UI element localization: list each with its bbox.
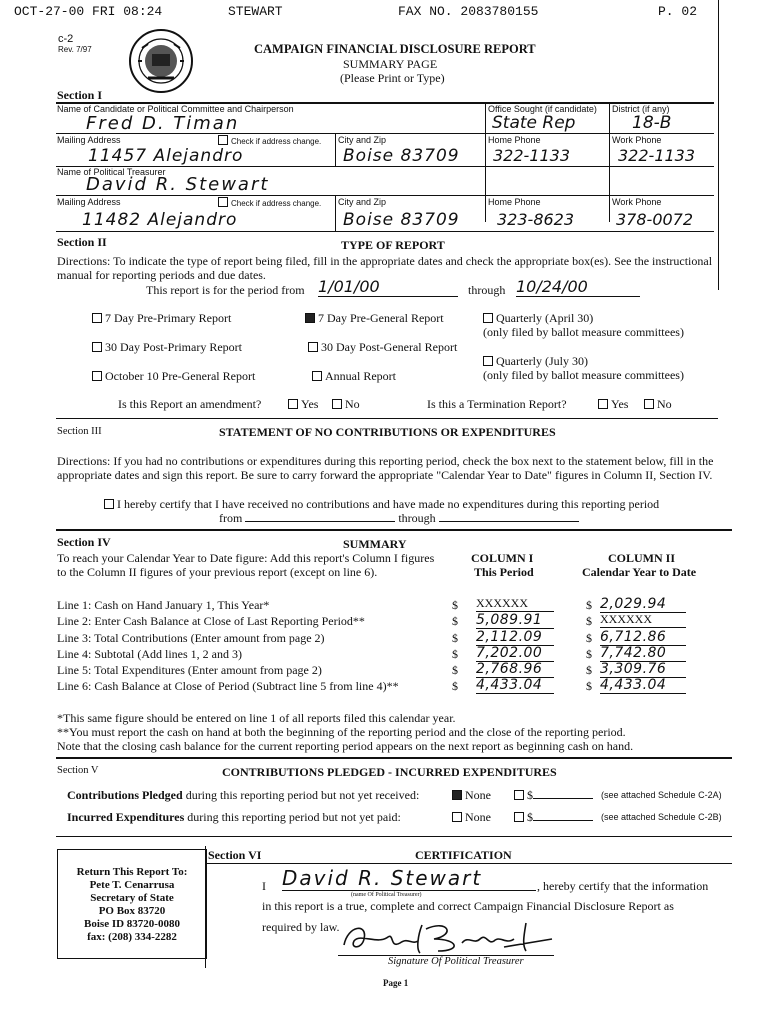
- ballot-note-2: (only filed by ballot measure committees): [483, 368, 684, 382]
- checkbox[interactable]: [483, 356, 493, 366]
- period-text: This report is for the period from: [146, 283, 305, 297]
- col1-dollar: $: [452, 679, 458, 693]
- checkbox[interactable]: [92, 342, 102, 352]
- option-quarterly-july[interactable]: Quarterly (July 30): [483, 354, 588, 369]
- col2-dollar: $: [586, 614, 592, 628]
- col2-dollar: $: [586, 631, 592, 645]
- summary-line-label: Line 5: Total Expenditures (Enter amount from page 2): [57, 663, 322, 677]
- return-line-2: Pete T. Cenarrusa: [89, 879, 175, 891]
- summary-line-label: Line 6: Cash Balance at Close of Period (Subtract line 5 from line 4)**: [57, 679, 399, 693]
- checkbox[interactable]: [514, 790, 524, 800]
- section1-heading: Section I: [57, 88, 102, 102]
- t-work-phone[interactable]: 378-0072: [616, 210, 694, 229]
- checkbox[interactable]: [312, 371, 322, 381]
- incurred-ref: (see attached Schedule C-2B): [601, 812, 722, 822]
- checkbox[interactable]: [598, 399, 608, 409]
- cert-text-1: , hereby certify that the information: [537, 879, 709, 893]
- form-revision: Rev. 7/97: [58, 45, 92, 54]
- amendment-yes[interactable]: Yes: [288, 397, 318, 412]
- col1-value[interactable]: 7,202.00: [476, 645, 554, 662]
- treasurer-label: Name of Political Treasurer: [57, 167, 166, 177]
- fax-sender: STEWART: [228, 4, 283, 19]
- option-7day-pre-general[interactable]: 7 Day Pre-General Report: [305, 311, 444, 326]
- office-sought[interactable]: State Rep: [492, 113, 576, 133]
- checkbox[interactable]: [483, 313, 493, 323]
- col1-value[interactable]: 4,433.04: [476, 677, 554, 694]
- amendment-no[interactable]: No: [332, 397, 360, 412]
- checkbox[interactable]: [104, 499, 114, 509]
- address-change-checkbox[interactable]: [218, 135, 228, 145]
- signature-caption: Signature Of Political Treasurer: [388, 956, 524, 967]
- col2-value[interactable]: XXXXXX: [600, 612, 686, 628]
- section5-heading: Section V: [57, 765, 99, 776]
- col1-dollar: $: [452, 663, 458, 677]
- note-1: *This same figure should be entered on line 1 of all reports filed this calendar year.: [57, 711, 456, 725]
- col1-value[interactable]: 5,089.91: [476, 612, 554, 629]
- summary-line-label: Line 2: Enter Cash Balance at Close of Last Reporting Period**: [57, 614, 365, 628]
- col2-dollar: $: [586, 647, 592, 661]
- summary-line-label: Line 1: Cash on Hand January 1, This Year*: [57, 598, 270, 612]
- option-7day-pre-primary[interactable]: 7 Day Pre-Primary Report: [92, 311, 231, 326]
- t-address-change-checkbox[interactable]: [218, 197, 228, 207]
- district-label: District (if any): [612, 104, 670, 114]
- amendment-question: Is this Report an amendment?: [118, 397, 262, 411]
- period-through-label: through: [468, 283, 506, 297]
- cert-text-3: required by law.: [262, 920, 340, 934]
- office-label: Office Sought (if candidate): [488, 104, 597, 114]
- report-subtitle: SUMMARY PAGE: [343, 57, 438, 71]
- col2-value[interactable]: 6,712.86: [600, 629, 686, 646]
- t-address-change-check[interactable]: Check if address change.: [218, 197, 321, 208]
- pledged-none[interactable]: None: [452, 788, 491, 803]
- cert-name-caption: (name Of Political Treasurer): [351, 892, 422, 898]
- col1-dollar: $: [452, 631, 458, 645]
- section4-heading: Section IV: [57, 535, 111, 549]
- no-contrib-from[interactable]: from through: [219, 511, 579, 526]
- return-line-6: fax: (208) 334-2282: [87, 931, 177, 943]
- incurred-amount[interactable]: $: [514, 810, 593, 825]
- section4-title: SUMMARY: [343, 537, 407, 551]
- section5-title: CONTRIBUTIONS PLEDGED - INCURRED EXPENDITURES: [222, 765, 557, 779]
- city-zip[interactable]: Boise 83709: [343, 146, 460, 166]
- fax-page: P. 02: [658, 4, 698, 19]
- address-change-check[interactable]: Check if address change.: [218, 135, 321, 146]
- city-label: City and Zip: [338, 135, 387, 145]
- print-instruction: (Please Print or Type): [340, 71, 445, 85]
- t-city-zip[interactable]: Boise 83709: [343, 210, 460, 230]
- col1-value[interactable]: 2,768.96: [476, 661, 554, 678]
- t-city-label: City and Zip: [338, 197, 387, 207]
- period-through[interactable]: 10/24/00: [516, 277, 640, 297]
- col2-value[interactable]: 2,029.94: [600, 596, 686, 613]
- section6-heading: Section VI: [208, 848, 262, 862]
- t-work-phone-label: Work Phone: [612, 197, 662, 207]
- return-line-1: Return This Report To:: [76, 866, 188, 878]
- note-2: **You must report the cash on hand at both the beginning of the reporting period and the close of the reporting period.: [57, 725, 626, 739]
- fax-date: OCT-27-00 FRI 08:24: [14, 4, 163, 19]
- checkbox[interactable]: [514, 812, 524, 822]
- treasurer-signature-icon: [338, 915, 558, 959]
- section3-heading: Section III: [57, 426, 102, 437]
- home-phone-label: Home Phone: [488, 135, 541, 145]
- cert-treasurer-name[interactable]: David R. Stewart: [282, 866, 536, 891]
- section2-directions: Directions: To indicate the type of report being filed, fill in the appropriate dates and check the appropriate box(es). See the instructional manual for reporting periods and due dates.: [57, 254, 713, 282]
- t-home-phone-label: Home Phone: [488, 197, 541, 207]
- name-label: Name of Candidate or Political Committee and Chairperson: [57, 104, 294, 114]
- checked-checkbox[interactable]: [452, 790, 462, 800]
- section3-title: STATEMENT OF NO CONTRIBUTIONS OR EXPENDITURES: [219, 425, 556, 439]
- t-mailing-address[interactable]: 11482 Alejandro: [82, 210, 238, 230]
- incurred-none[interactable]: None: [452, 810, 491, 825]
- col1-sub: This Period: [474, 565, 534, 579]
- col2-title: COLUMN II: [608, 551, 676, 565]
- option-annual[interactable]: Annual Report: [312, 369, 396, 384]
- checkbox[interactable]: [92, 371, 102, 381]
- form-id: c-2: [58, 33, 74, 45]
- page-footer: Page 1: [383, 978, 409, 988]
- section6-title: CERTIFICATION: [415, 848, 512, 862]
- col2-dollar: $: [586, 598, 592, 612]
- termination-question: Is this a Termination Report?: [427, 397, 567, 411]
- treasurer-name[interactable]: David R. Stewart: [86, 174, 270, 195]
- pledged-ref: (see attached Schedule C-2A): [601, 790, 722, 800]
- cert-text-2: in this report is a true, complete and correct Campaign Financial Disclosure Report as: [262, 899, 674, 913]
- cert-i: I: [262, 879, 266, 893]
- col1-dollar: $: [452, 647, 458, 661]
- checkbox[interactable]: [92, 313, 102, 323]
- incurred-row: Incurred Expenditures during this reporting period but not yet paid:: [67, 810, 401, 824]
- home-phone[interactable]: 322-1133: [493, 146, 571, 165]
- option-30day-post-primary[interactable]: 30 Day Post-Primary Report: [92, 340, 242, 355]
- col2-dollar: $: [586, 663, 592, 677]
- option-quarterly-april[interactable]: Quarterly (April 30): [483, 311, 593, 326]
- termination-no[interactable]: No: [644, 397, 672, 412]
- return-line-5: Boise ID 83720-0080: [84, 918, 180, 930]
- ballot-note-1: (only filed by ballot measure committees): [483, 325, 684, 339]
- col1-value[interactable]: 2,112.09: [476, 629, 554, 646]
- col2-sub: Calendar Year to Date: [582, 565, 697, 579]
- work-phone-label: Work Phone: [612, 135, 662, 145]
- col2-dollar: $: [586, 679, 592, 693]
- mailing-address[interactable]: 11457 Alejandro: [88, 146, 244, 166]
- summary-line-label: Line 4: Subtotal (Add lines 1, 2 and 3): [57, 647, 242, 661]
- col1-dollar: $: [452, 598, 458, 612]
- summary-line-label: Line 3: Total Contributions (Enter amount from page 2): [57, 631, 325, 645]
- checkbox[interactable]: [644, 399, 654, 409]
- return-line-4: PO Box 83720: [98, 905, 166, 917]
- col1-value[interactable]: XXXXXX: [476, 596, 554, 612]
- checkbox[interactable]: [332, 399, 342, 409]
- fax-number: FAX NO. 2083780155: [398, 4, 539, 19]
- col2-value[interactable]: 4,433.04: [600, 677, 686, 694]
- section3-directions: Directions: If you had no contributions or expenditures during this reporting period, check the box next to the statement below, fill in the appropriate dates and sign this report. Be sure to carry forward the appropriate "Calendar Year to Date" figures in Column II, Section IV.: [57, 454, 714, 482]
- candidate-name[interactable]: Fred D. Timan: [86, 113, 240, 134]
- section4-intro: To reach your Calendar Year to Date figure: Add this report's Column I figures to the Column II figures of your previous report (except on line 6).: [57, 551, 435, 579]
- mailing-label: Mailing Address: [57, 135, 121, 145]
- no-contrib-certify[interactable]: I hereby certify that I have received no contributions and have made no expenditures during this reporting period: [104, 497, 704, 512]
- return-address-box: [57, 849, 207, 959]
- pledged-amount[interactable]: $: [514, 788, 593, 803]
- checkbox[interactable]: [308, 342, 318, 352]
- col2-value[interactable]: 3,309.76: [600, 661, 686, 678]
- state-seal-icon: [128, 28, 194, 94]
- section2-title: TYPE OF REPORT: [341, 238, 445, 252]
- work-phone[interactable]: 322-1133: [618, 146, 696, 165]
- checked-checkbox[interactable]: [305, 313, 315, 323]
- return-line-3: Secretary of State: [90, 892, 174, 904]
- section2-heading: Section II: [57, 235, 107, 249]
- note-3: Note that the closing cash balance for the current reporting period appears on the next report as beginning cash on hand.: [57, 739, 634, 753]
- col1-dollar: $: [452, 614, 458, 628]
- termination-yes[interactable]: Yes: [598, 397, 628, 412]
- t-mailing-label: Mailing Address: [57, 197, 121, 207]
- report-title: CAMPAIGN FINANCIAL DISCLOSURE REPORT: [254, 42, 536, 56]
- pledged-row: Contributions Pledged during this reporting period but not yet received:: [67, 788, 420, 802]
- period-from[interactable]: 1/01/00: [318, 277, 458, 297]
- district-value[interactable]: 18-B: [632, 113, 672, 133]
- option-october-pre-general[interactable]: October 10 Pre-General Report: [92, 369, 255, 384]
- checkbox[interactable]: [288, 399, 298, 409]
- t-home-phone[interactable]: 323-8623: [497, 210, 575, 229]
- option-30day-post-general[interactable]: 30 Day Post-General Report: [308, 340, 457, 355]
- col2-value[interactable]: 7,742.80: [600, 645, 686, 662]
- checkbox[interactable]: [452, 812, 462, 822]
- col1-title: COLUMN I: [471, 551, 534, 565]
